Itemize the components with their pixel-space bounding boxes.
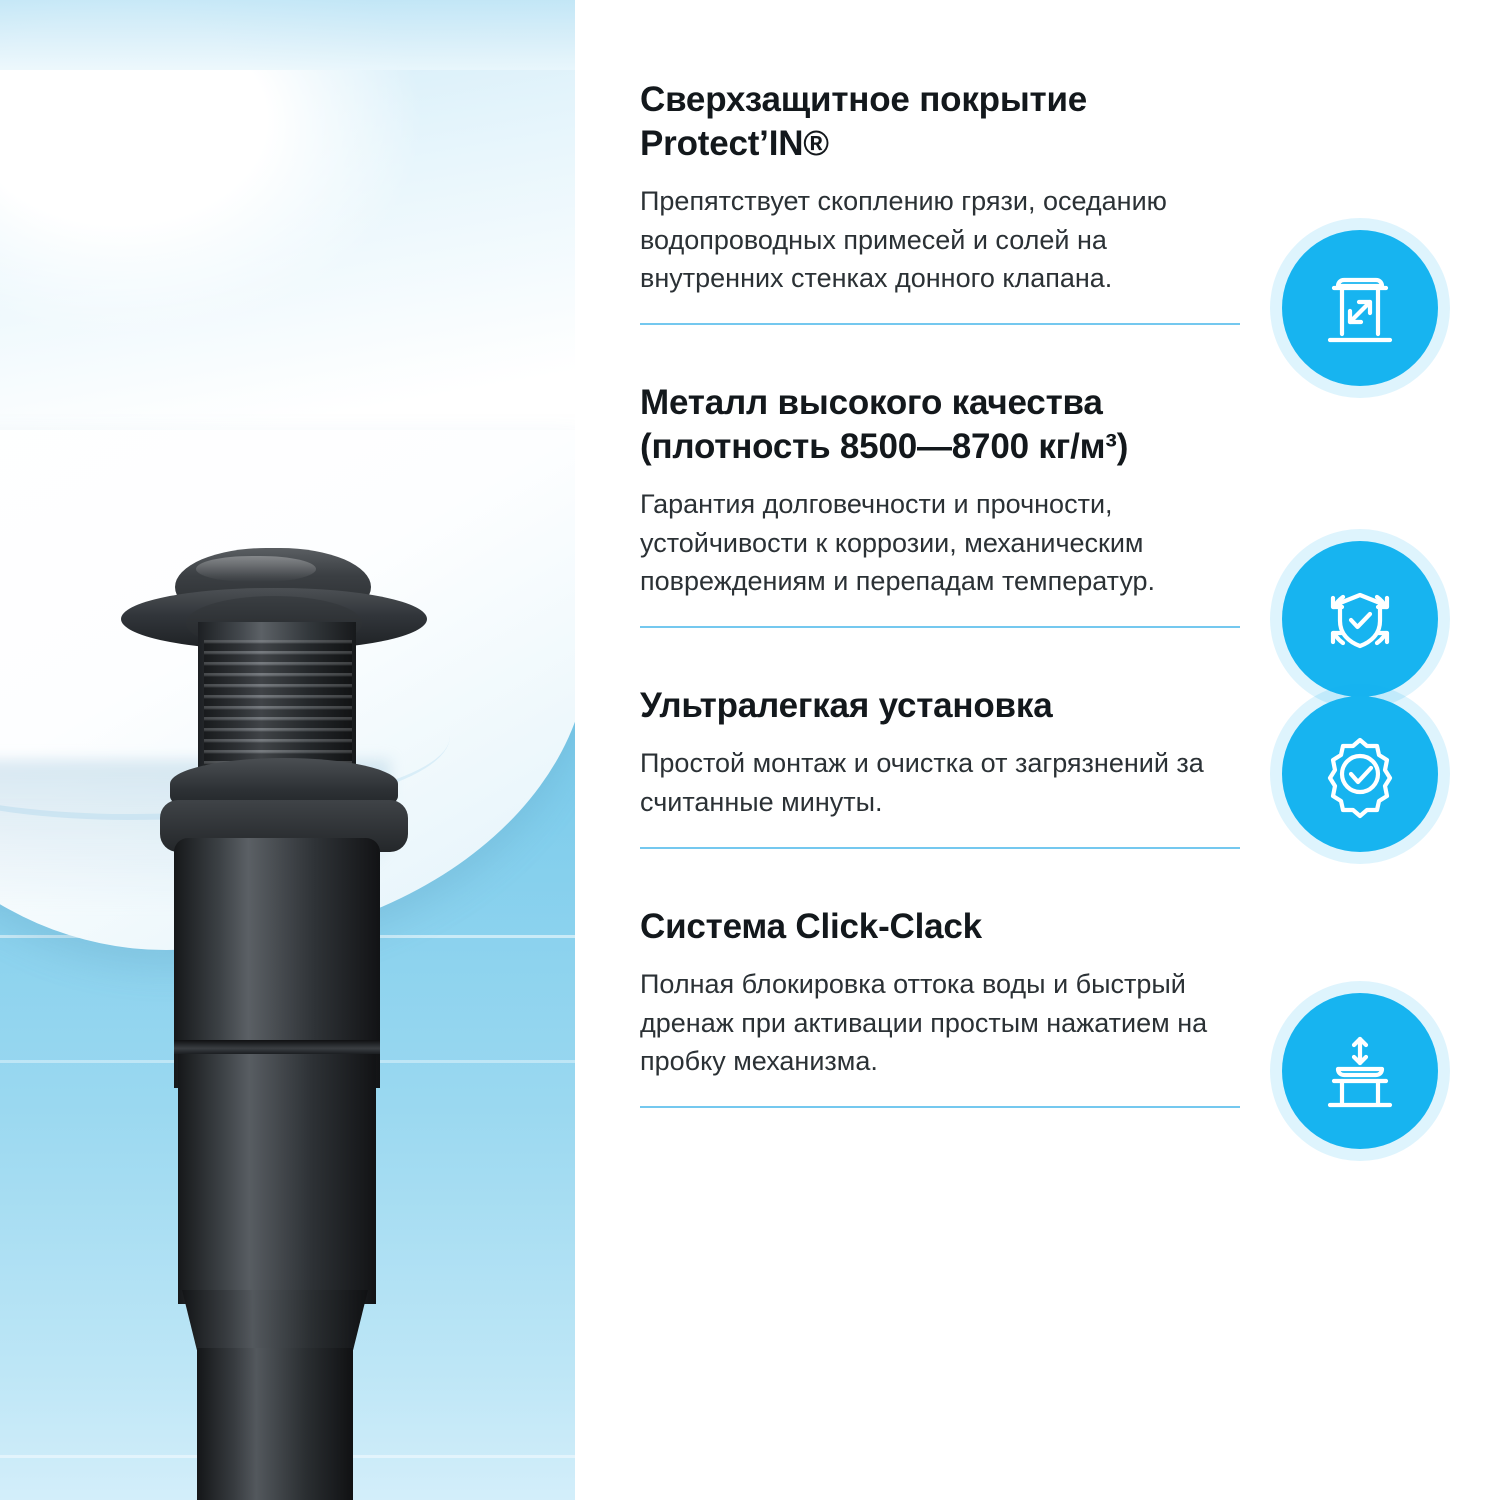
feature-divider <box>640 626 1240 628</box>
feature-description: Простой монтаж и очистка от загрязнений за считанные минуты. <box>640 748 1204 817</box>
feature-title: Система Click-Clack <box>640 907 982 947</box>
drain-valve-assembly <box>0 0 578 1500</box>
feature-divider <box>640 847 1240 849</box>
feature-item-3 <box>640 650 1440 871</box>
feature-title: Ультралегкая установка <box>640 686 1053 726</box>
feature-title: Металл высокого качества (плотность 8500—8700 кг/м³) <box>640 383 1129 467</box>
click-clack-updown-icon <box>1282 993 1438 1149</box>
feature-divider <box>640 323 1240 325</box>
valve-threads <box>204 640 352 770</box>
feature-item-1 <box>640 78 1440 347</box>
feature-description: Гарантия долговечности и прочности, устойчивости к коррозии, механическим повреждениям и перепадам температур. <box>640 489 1156 597</box>
feature-item-2 <box>640 347 1440 650</box>
valve-cap-highlight <box>196 556 316 582</box>
product-photo <box>0 0 578 1500</box>
valve-tube-lower <box>197 1348 353 1500</box>
valve-taper <box>182 1290 368 1350</box>
feature-description: Препятствует скоплению грязи, оседанию водопроводных примесей и солей на внутренних стенках донного клапана. <box>640 186 1167 293</box>
valve-tube-middle <box>178 1054 376 1304</box>
valve-ring <box>174 1040 380 1054</box>
features-column <box>578 0 1500 1500</box>
feature-divider <box>640 1106 1240 1108</box>
feature-title: Сверхзащитное покрытие Protect’IN® <box>640 80 1088 164</box>
feature-item-4 <box>640 871 1440 1130</box>
gear-check-icon <box>1282 696 1438 852</box>
feature-description: Полная блокировка оттока воды и быстрый дренаж при активации простым нажатием на пробку механизма. <box>640 969 1208 1076</box>
